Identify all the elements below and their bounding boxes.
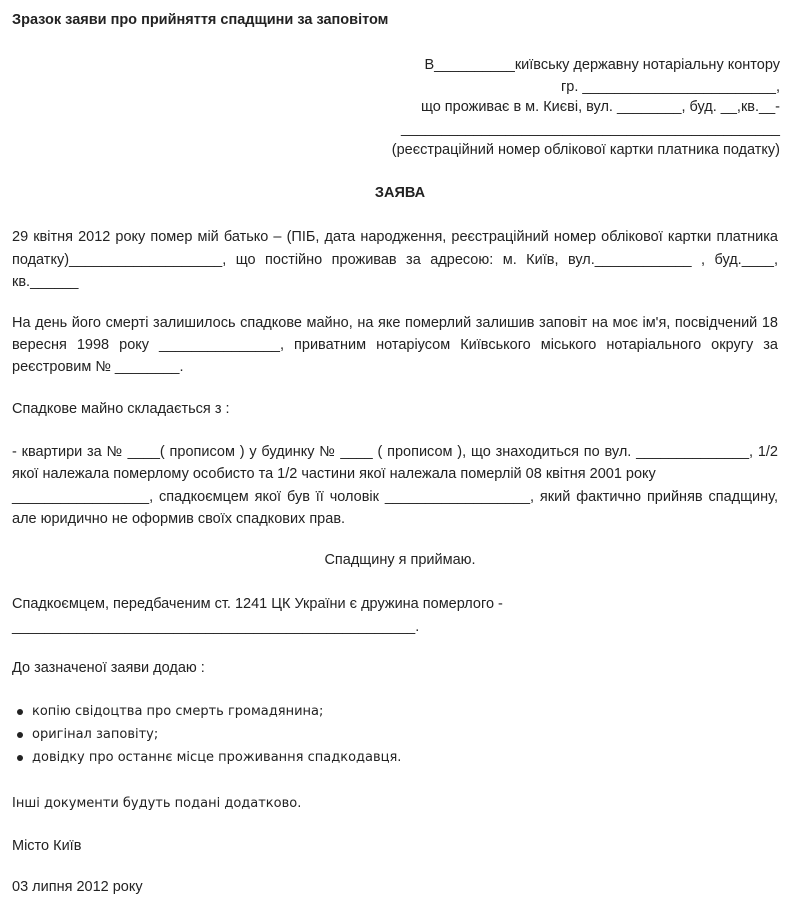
list-item-text: оригінал заповіту; [32, 727, 159, 742]
paragraph-line: _________________, спадкоємцем якої був її чоловік __________________, який фактично прийняв спадщину, [12, 489, 778, 505]
paragraph-line: але юридично не оформив своїх спадкових прав. [12, 511, 346, 527]
addressee-tax-number-caption: (реєстраційний номер облікової картки платника податку) [391, 142, 780, 158]
acceptance-statement: Спадщину я приймаю. [324, 552, 476, 568]
addressee-citizen: гр. ________________________, [561, 79, 780, 95]
addressee-notary-office: В__________київську державну нотаріальну контору [424, 57, 780, 73]
paragraph-line: Спадкоємцем, передбаченим ст. 1241 ЦК України є дружина померлого - [12, 596, 503, 612]
paragraph-line: __________________________________________________. [12, 619, 420, 635]
paragraph-line: реєстровим № ________. [12, 359, 184, 375]
other-documents-note: Інші документи будуть подані додатково. [12, 796, 302, 811]
paragraph-line: податку)___________________, що постійно проживав за адресою: м. Київ, вул.____________ , буд.____, [12, 252, 778, 268]
attachments-intro: До зазначеної заяви додаю : [12, 660, 205, 676]
paragraph-line: якої належала померлому особисто та 1/2 частини якої належала померлій 08 квітня 2001 року [12, 466, 656, 482]
list-item [14, 746, 401, 769]
list-item [14, 700, 401, 723]
document-date: 03 липня 2012 року [12, 879, 143, 895]
paragraph-estate-composition: Спадкове майно складається з : [12, 401, 230, 417]
list-item-text: копію свідоцтва про смерть громадянина; [32, 704, 324, 719]
document-title: Зразок заяви про прийняття спадщини за заповітом [12, 12, 389, 28]
bullet-icon [17, 709, 23, 715]
paragraph-line: - квартири за № ____( прописом ) у будинку № ____ ( прописом ), що знаходиться по вул. ______________, 1/2 [12, 444, 778, 460]
addressee-address: що проживає в м. Києві, вул. ________, буд. __,кв.__- [420, 99, 780, 115]
paragraph-line: кв.______ [12, 274, 79, 290]
paragraph-line: На день його смерті залишилось спадкове майно, на яке померлий залишив заповіт на моє ім'я, посвідчений 18 [12, 315, 778, 331]
bullet-icon [17, 732, 23, 738]
statement-heading: ЗАЯВА [374, 185, 426, 201]
paragraph-line: вересня 1998 року _______________, приватним нотаріусом Київського міського нотаріального округу за [12, 337, 778, 353]
list-item-text: довідку про останнє місце проживання спадкодавця. [32, 750, 402, 765]
list-item [14, 723, 401, 746]
bullet-icon [17, 755, 23, 761]
addressee-tax-number-blank: _______________________________________________ [400, 121, 780, 137]
attachments-list [14, 700, 401, 769]
city: Місто Київ [12, 838, 82, 854]
paragraph-line: 29 квітня 2012 року помер мій батько – (ПІБ, дата народження, реєстраційний номер облікової картки платника [12, 229, 778, 245]
